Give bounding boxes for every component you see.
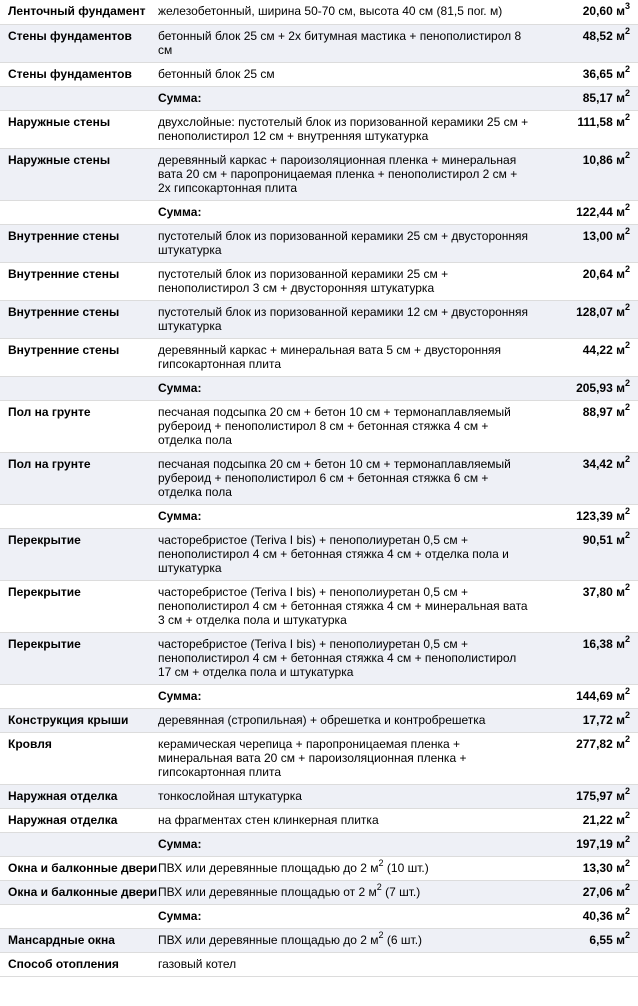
description-cell: пустотелый блок из поризованной керамики 25 см + пенополистирол 3 см + двусторонняя штукатурка	[154, 262, 534, 300]
value-text: 197,19 м	[576, 836, 625, 851]
unit-exponent: 2	[624, 225, 630, 236]
sum-row	[0, 832, 638, 856]
value-cell	[534, 504, 638, 528]
table-row	[0, 0, 638, 24]
description-cell: железобетонный, ширина 50-70 см, высота 40 см (81,5 пог. м)	[154, 0, 534, 24]
description-cell: тонкослойная штукатурка	[154, 784, 534, 808]
element-name-cell: Наружная отделка	[0, 784, 154, 808]
value-text: 37,80 м	[582, 584, 625, 599]
element-name-cell: Ленточный фундамент	[0, 0, 154, 24]
element-name-cell	[0, 200, 154, 224]
element-name-cell: Внутренние стены	[0, 224, 154, 262]
element-name-cell	[0, 86, 154, 110]
sum-row	[0, 504, 638, 528]
unit-exponent: 2	[624, 785, 630, 796]
description-cell	[154, 856, 534, 880]
sum-row	[0, 904, 638, 928]
sum-row	[0, 684, 638, 708]
unit-exponent: 2	[624, 149, 630, 160]
element-name-cell	[0, 684, 154, 708]
value-text: 144,69 м	[576, 688, 625, 703]
unit-exponent: 2	[624, 377, 630, 388]
sum-label-cell: Сумма:	[154, 832, 534, 856]
value-text: 277,82 м	[576, 736, 625, 751]
value-cell	[534, 952, 638, 976]
value-cell	[534, 300, 638, 338]
value-cell	[534, 24, 638, 62]
table-row	[0, 400, 638, 452]
value-text: 90,51 м	[582, 532, 625, 547]
value-cell	[534, 86, 638, 110]
element-name-cell: Внутренние стены	[0, 300, 154, 338]
sum-label-cell: Сумма:	[154, 684, 534, 708]
unit-exponent: 2	[624, 881, 630, 892]
description-cell: деревянная (стропильная) + обрешетка и контробрешетка	[154, 708, 534, 732]
unit-exponent: 2	[624, 339, 630, 350]
table-row	[0, 452, 638, 504]
unit-exponent: 2	[624, 633, 630, 644]
unit-exponent: 2	[624, 733, 630, 744]
value-text: 17,72 м	[582, 712, 625, 727]
element-name-cell: Конструкция крыши	[0, 708, 154, 732]
description-cell: керамическая черепица + паропроницаемая пленка + минеральная вата 20 см + пароизоляционная пленка + гипсокартонная плита	[154, 732, 534, 784]
value-cell	[534, 684, 638, 708]
table-row	[0, 732, 638, 784]
element-name-cell: Мансардные окна	[0, 928, 154, 952]
value-text: 122,44 м	[576, 204, 625, 219]
unit-exponent: 2	[624, 301, 630, 312]
value-text: 36,65 м	[582, 66, 625, 81]
unit-exponent: 2	[624, 25, 630, 36]
unit-exponent: 2	[624, 87, 630, 98]
value-cell	[534, 148, 638, 200]
value-cell	[534, 0, 638, 24]
value-text: 20,64 м	[582, 266, 625, 281]
element-name-cell: Наружные стены	[0, 148, 154, 200]
description-text: ПВХ или деревянные площадью от 2 м	[158, 884, 377, 899]
value-text: 111,58 м	[577, 114, 625, 129]
value-text: 6,55 м	[589, 932, 625, 947]
element-name-cell	[0, 504, 154, 528]
description-cell: часторебристое (Teriva I bis) + пенополиуретан 0,5 см + пенополистирол 4 см + бетонная стяжка 4 см + отделка пола и штукатурка	[154, 528, 534, 580]
unit-exponent: 2	[378, 929, 384, 940]
value-text: 13,30 м	[582, 860, 625, 875]
value-cell	[534, 632, 638, 684]
description-cell: песчаная подсыпка 20 см + бетон 10 см + термонаплавляемый рубероид + пенополистирол 6 см + бетонная стяжка 6 см + отделка пола	[154, 452, 534, 504]
description-count: (6 шт.)	[383, 932, 423, 947]
unit-exponent: 2	[624, 685, 630, 696]
unit-exponent: 2	[624, 709, 630, 720]
value-cell	[534, 62, 638, 86]
value-text: 20,60 м	[582, 4, 625, 18]
value-text: 21,22 м	[582, 812, 625, 827]
unit-exponent: 2	[624, 529, 630, 540]
unit-exponent: 2	[624, 401, 630, 412]
unit-exponent: 2	[624, 857, 630, 868]
table-row	[0, 338, 638, 376]
table-row	[0, 928, 638, 952]
value-cell	[534, 580, 638, 632]
value-cell	[534, 732, 638, 784]
table-row	[0, 784, 638, 808]
unit-exponent: 2	[624, 263, 630, 274]
table-row	[0, 808, 638, 832]
value-text: 48,52 м	[582, 28, 625, 43]
value-text: 88,97 м	[582, 404, 625, 419]
sum-row	[0, 376, 638, 400]
table-row	[0, 24, 638, 62]
unit-exponent: 2	[624, 505, 630, 516]
description-cell: бетонный блок 25 см	[154, 62, 534, 86]
sum-label-cell: Сумма:	[154, 904, 534, 928]
unit-exponent: 2	[378, 857, 384, 868]
element-name-cell: Внутренние стены	[0, 338, 154, 376]
description-text: ПВХ или деревянные площадью до 2 м	[158, 932, 379, 947]
element-name-cell: Перекрытие	[0, 580, 154, 632]
element-name-cell	[0, 376, 154, 400]
element-name-cell: Перекрытие	[0, 528, 154, 580]
value-cell	[534, 904, 638, 928]
sum-label-cell: Сумма:	[154, 200, 534, 224]
element-name-cell	[0, 832, 154, 856]
value-text: 205,93 м	[576, 380, 625, 395]
value-cell	[534, 856, 638, 880]
sum-row	[0, 86, 638, 110]
value-text: 10,86 м	[582, 152, 625, 167]
description-cell: газовый котел	[154, 952, 534, 976]
description-count: (7 шт.)	[381, 884, 421, 899]
table-row	[0, 528, 638, 580]
description-cell: пустотелый блок из поризованной керамики 25 см + двусторонняя штукатурка	[154, 224, 534, 262]
value-text: 44,22 м	[582, 342, 625, 357]
table-row	[0, 148, 638, 200]
description-cell	[154, 880, 534, 904]
unit-exponent: 2	[624, 833, 630, 844]
unit-exponent: 2	[624, 63, 630, 74]
value-cell	[534, 110, 638, 148]
value-text: 85,17 м	[582, 90, 625, 105]
element-name-cell: Внутренние стены	[0, 262, 154, 300]
description-cell: двухслойные: пустотелый блок из поризованной керамики 25 см + пенополистирол 12 см + внутренняя штукатурка	[154, 110, 534, 148]
element-name-cell: Пол на грунте	[0, 400, 154, 452]
table-row	[0, 224, 638, 262]
value-cell	[534, 376, 638, 400]
unit-exponent: 3	[624, 1, 630, 11]
value-cell	[534, 262, 638, 300]
sum-label-cell: Сумма:	[154, 504, 534, 528]
value-text: 175,97 м	[576, 788, 625, 803]
value-text: 13,00 м	[582, 228, 625, 243]
table-row	[0, 708, 638, 732]
description-cell: пустотелый блок из поризованной керамики 12 см + двусторонняя штукатурка	[154, 300, 534, 338]
table-row	[0, 62, 638, 86]
value-cell	[534, 452, 638, 504]
description-text: ПВХ или деревянные площадью до 2 м	[158, 860, 379, 875]
value-text: 128,07 м	[576, 304, 625, 319]
description-count: (10 шт.)	[383, 860, 429, 875]
value-text: 34,42 м	[582, 456, 625, 471]
value-text: 16,38 м	[582, 636, 625, 651]
value-cell	[534, 880, 638, 904]
value-cell	[534, 224, 638, 262]
unit-exponent: 2	[624, 111, 630, 122]
element-name-cell: Перекрытие	[0, 632, 154, 684]
description-cell: деревянный каркас + пароизоляционная пленка + минеральная вата 20 см + паропроницаемая пленка + пенополистирол 2 см + 2х гипсокартонная плита	[154, 148, 534, 200]
unit-exponent: 2	[376, 881, 382, 892]
element-name-cell: Пол на грунте	[0, 452, 154, 504]
table-row	[0, 880, 638, 904]
element-name-cell: Окна и балконные двери	[0, 880, 154, 904]
value-text: 27,06 м	[582, 884, 625, 899]
description-cell: часторебристое (Teriva I bis) + пенополиуретан 0,5 см + пенополистирол 4 см + бетонная стяжка 4 см + пенополистирол 17 см + отделка пола и штукатурка	[154, 632, 534, 684]
table-row	[0, 110, 638, 148]
element-name-cell: Кровля	[0, 732, 154, 784]
value-cell	[534, 200, 638, 224]
value-cell	[534, 400, 638, 452]
description-cell: часторебристое (Teriva I bis) + пенополиуретан 0,5 см + пенополистирол 4 см + бетонная стяжка 4 см + минеральная вата 3 см + отделка пола и штукатурка	[154, 580, 534, 632]
sum-label-cell: Сумма:	[154, 86, 534, 110]
element-name-cell: Способ отопления	[0, 952, 154, 976]
unit-exponent: 2	[624, 809, 630, 820]
unit-exponent: 2	[624, 201, 630, 212]
table-row	[0, 300, 638, 338]
table-row	[0, 856, 638, 880]
value-cell	[534, 708, 638, 732]
description-cell: деревянный каркас + минеральная вата 5 см + двусторонняя гипсокартонная плита	[154, 338, 534, 376]
sum-row	[0, 200, 638, 224]
element-name-cell: Наружная отделка	[0, 808, 154, 832]
unit-exponent: 2	[624, 929, 630, 940]
description-cell: на фрагментах стен клинкерная плитка	[154, 808, 534, 832]
description-cell: песчаная подсыпка 20 см + бетон 10 см + термонаплавляемый рубероид + пенополистирол 8 см + бетонная стяжка 4 см + отделка пола	[154, 400, 534, 452]
unit-exponent: 2	[624, 905, 630, 916]
value-cell	[534, 808, 638, 832]
element-name-cell	[0, 904, 154, 928]
value-cell	[534, 338, 638, 376]
value-cell	[534, 528, 638, 580]
table-row	[0, 580, 638, 632]
element-name-cell: Стены фундаментов	[0, 62, 154, 86]
value-text: 40,36 м	[582, 908, 625, 923]
unit-exponent: 2	[624, 581, 630, 592]
table-row	[0, 262, 638, 300]
value-text: 123,39 м	[576, 508, 625, 523]
table-row	[0, 952, 638, 976]
value-cell	[534, 928, 638, 952]
description-cell	[154, 928, 534, 952]
value-cell	[534, 784, 638, 808]
element-name-cell: Стены фундаментов	[0, 24, 154, 62]
unit-exponent: 2	[624, 453, 630, 464]
sum-label-cell: Сумма:	[154, 376, 534, 400]
value-cell	[534, 832, 638, 856]
description-cell: бетонный блок 25 см + 2х битумная мастика + пенополистирол 8 см	[154, 24, 534, 62]
element-name-cell: Наружные стены	[0, 110, 154, 148]
element-name-cell: Окна и балконные двери	[0, 856, 154, 880]
table-row	[0, 632, 638, 684]
